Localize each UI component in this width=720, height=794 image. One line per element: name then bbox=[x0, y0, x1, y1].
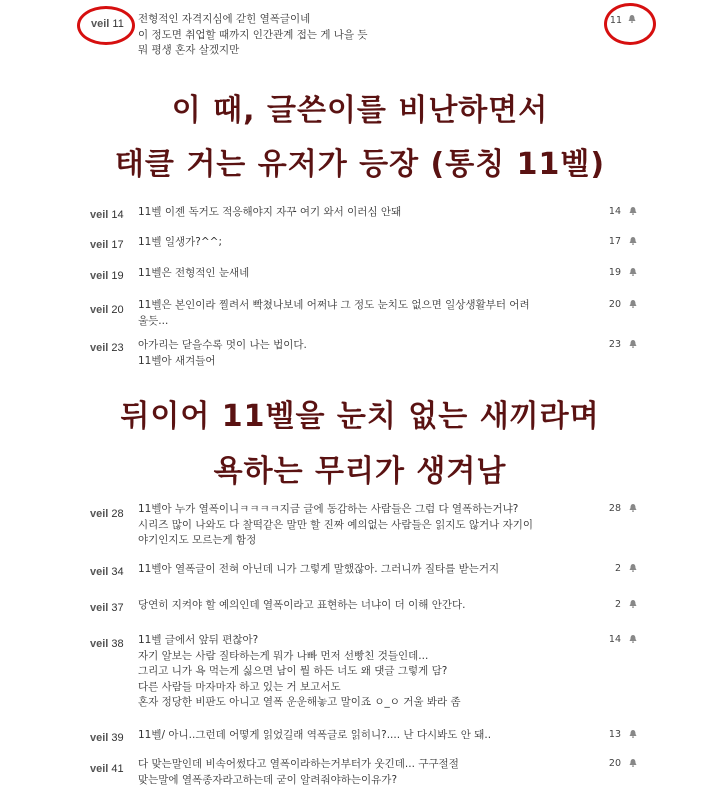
comment-text: 11벨은 본인이라 찔려서 빡쳤나보네 어쩌냐 그 정도 눈치도 없으면 일상생활부터 어려 울듯... bbox=[138, 299, 530, 327]
comment-text: 11벨/ 아니..그런데 어떻게 읽었길래 역폭글로 읽히니?.... 난 다시봐도 안 돼.. bbox=[138, 729, 492, 741]
author-name: veil bbox=[90, 763, 109, 775]
comment-author[interactable] bbox=[90, 732, 124, 744]
comment-text: 아가리는 닫을수록 멋이 나는 법이다. 11벨아 새겨들어 bbox=[138, 339, 307, 367]
headline-line: 욕하는 무리가 생겨남 bbox=[213, 454, 507, 489]
highlight-circle bbox=[77, 6, 135, 45]
comment-count: 17 bbox=[608, 236, 621, 247]
comment-author[interactable] bbox=[90, 566, 124, 578]
comment-count: 13 bbox=[608, 729, 621, 740]
author-name: veil bbox=[90, 508, 109, 520]
comment-count: 20 bbox=[608, 299, 621, 310]
comment-count: 2 bbox=[614, 563, 621, 574]
author-number: 39 bbox=[111, 732, 124, 744]
comment-text: 전형적인 자격지심에 갇힌 열폭글이네 이 정도면 취업할 때까지 인간관계 접는 게 나을 듯 뭐 평생 혼자 살겠지만 bbox=[138, 13, 368, 56]
author-number: 34 bbox=[111, 566, 124, 578]
bell-icon[interactable] bbox=[629, 563, 637, 572]
comment-count: 19 bbox=[608, 267, 621, 278]
author-number: 38 bbox=[111, 638, 124, 650]
author-name: veil bbox=[91, 18, 110, 30]
author-name: veil bbox=[90, 732, 109, 744]
comment-count: 2 bbox=[614, 599, 621, 610]
author-name: veil bbox=[90, 304, 109, 316]
author-number: 11 bbox=[112, 18, 124, 30]
bell-icon[interactable] bbox=[629, 267, 637, 276]
bell-icon[interactable] bbox=[629, 503, 637, 512]
comment-count: 11 bbox=[609, 15, 622, 26]
author-number: 17 bbox=[111, 239, 124, 251]
comment-author[interactable] bbox=[90, 270, 124, 282]
comment-count: 28 bbox=[608, 503, 621, 514]
comment-author[interactable] bbox=[90, 508, 124, 520]
bell-icon[interactable] bbox=[629, 729, 637, 738]
bell-icon[interactable] bbox=[629, 339, 637, 348]
author-name: veil bbox=[90, 342, 109, 354]
comment-author[interactable] bbox=[90, 763, 124, 775]
author-number: 41 bbox=[111, 763, 124, 775]
comment-text: 11벨아 열폭글이 전혀 아닌데 니가 그렇게 말했잖아. 그러니까 질타를 받는거지 bbox=[138, 563, 500, 575]
bell-icon[interactable] bbox=[629, 299, 637, 308]
comment-author[interactable] bbox=[90, 209, 124, 221]
author-number: 19 bbox=[111, 270, 124, 282]
bell-icon[interactable] bbox=[629, 758, 637, 767]
author-number: 14 bbox=[111, 209, 124, 221]
author-number: 23 bbox=[111, 342, 124, 354]
comment-text: 당연히 지켜야 할 예의인데 열폭이라고 표현하는 너냐이 더 이해 안간다. bbox=[138, 599, 466, 611]
highlight-circle bbox=[604, 3, 656, 45]
comment-text: 11벨 이젠 독거도 적응해야지 자꾸 여기 와서 이러심 안돼 bbox=[138, 206, 402, 218]
author-number: 37 bbox=[111, 602, 124, 614]
comment-author[interactable] bbox=[90, 304, 124, 316]
bell-icon[interactable] bbox=[629, 634, 637, 643]
comment-text: 11벨 일생가?^^; bbox=[138, 236, 222, 248]
author-number: 28 bbox=[111, 508, 124, 520]
bell-icon[interactable] bbox=[629, 206, 637, 215]
bell-icon[interactable] bbox=[629, 599, 637, 608]
comment-author[interactable] bbox=[90, 638, 124, 650]
comment-text: 11벨아 누가 열폭이니ㅋㅋㅋㅋ지금 글에 동감하는 사람들은 그럼 다 열폭하는거냐? 시리즈 많이 나와도 다 찰떡같은 말만 할 진짜 예의없는 사람들은 읽지도 않거나 자기이 야기인지도 모르는게 함정 bbox=[138, 503, 534, 546]
headline-line: 태클 거는 유저가 등장 (통칭 11벨) bbox=[114, 147, 606, 182]
author-name: veil bbox=[90, 566, 109, 578]
comment-author[interactable] bbox=[90, 602, 124, 614]
comment-count: 14 bbox=[608, 206, 621, 217]
author-number: 20 bbox=[111, 304, 124, 316]
comment-count: 23 bbox=[608, 339, 621, 350]
comment-text: 11벨은 전형적인 눈새네 bbox=[138, 267, 250, 279]
comment-author[interactable] bbox=[90, 239, 124, 251]
author-name: veil bbox=[90, 209, 109, 221]
author-name: veil bbox=[90, 602, 109, 614]
headline-line: 뒤이어 11벨을 눈치 없는 새끼라며 bbox=[120, 399, 600, 434]
author-name: veil bbox=[90, 239, 109, 251]
comment-text: 11벨 글에서 앞뒤 편찮아? 자기 알보는 사람 질타하는게 뭐가 나빠 먼저 선빵친 것들인데... 그리고 니가 욕 먹는게 싫으면 남이 뭘 하든 너도 왜 댓글 그렇게 담? 다른 사람들 마자마자 하고 있는 거 보고서도 혼자 정당한 비판도 아니고 열폭 운운해놓고 말이죠 ㅇ_ㅇ 거울 봐라 좀 bbox=[138, 634, 461, 708]
headline-line: 이 때, 글쓴이를 비난하면서 bbox=[171, 93, 549, 128]
comment-count: 14 bbox=[608, 634, 621, 645]
author-name: veil bbox=[90, 270, 109, 282]
comment-text: 다 맞는말인데 비속어썼다고 열폭이라하는거부터가 웃긴데... 구구절절 맞는말에 열폭종자라고하는데 굳이 알려줘야하는이유가? bbox=[138, 758, 459, 786]
comment-count: 20 bbox=[608, 758, 621, 769]
bell-icon[interactable] bbox=[629, 236, 637, 245]
comment-author[interactable] bbox=[90, 342, 124, 354]
author-name: veil bbox=[90, 638, 109, 650]
